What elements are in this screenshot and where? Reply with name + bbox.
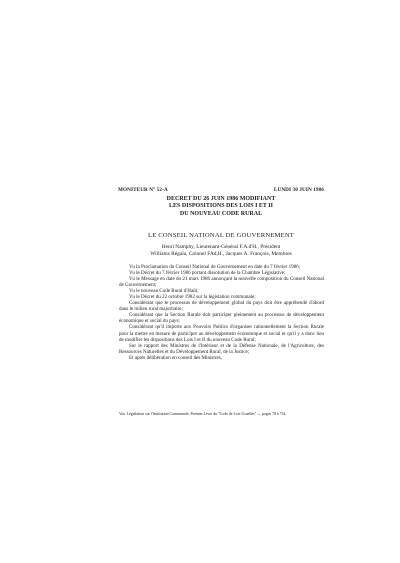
council-heading: LE CONSEIL NATIONAL DE GOUVERNEMENT (147, 232, 295, 239)
considerant-paragraph: Considérant que la Section Rurale doit participer pleinement au processus de développement économique et social du pays; (119, 312, 324, 325)
considerant-paragraph: Considérant que le processus de développement global du pays doit être appréhendé d'abord dans le milieu rural majoritaire; (119, 300, 324, 313)
considerant-paragraph: Vu la Proclamation du Conseil National de Gouvernement en date du 7 février 1986; (129, 264, 301, 270)
decree-title (118, 196, 324, 218)
members-line-2: Williams Régala, Colonel FAd,H., Jacques A. François, Membres (150, 250, 292, 257)
considerant-paragraph: Sur le rapport des Ministres de l'Intérieur et de la Défense Nationale, de l'Agriculture, des Ressources Naturelles et du Développement Rural, de la Justice; (119, 342, 324, 355)
members-line-1: Henri Namphy, Lieutenant-Général F.A.d'H., Président (161, 244, 281, 250)
decree-title-line-2: LES DISPOSITIONS DES LOIS I ET II (169, 203, 273, 210)
footnote: Voir Législation sur l'Institution Communale, Premier Livre du "Code de Lois Usuelles" — pages 78 à 734. (119, 412, 287, 416)
decree-title-line-3: DU NOUVEAU CODE RURAL (179, 210, 263, 217)
considerant-paragraph: Vu le Décret du 7 février 1986 portant dissolution de la Chambre Législative; (129, 270, 286, 277)
considerant-paragraph: Vu le Décret du 22 octobre 1982 sur la législation communale; (129, 294, 256, 301)
council-members (118, 244, 324, 257)
gazette-issue: MONITEUR N° 52-A (118, 187, 168, 193)
decree-body (119, 264, 324, 361)
considerant-paragraph: Considérant qu'il importe aux Pouvoirs Publics d'organiser rationnellement la Section Rurale pour la mettre en mesure de participer au développement économique et social et qu'il y a donc lieu de modifier les dispositions des Lois I et II du nouveau Code Rural; (119, 324, 324, 343)
considerant-paragraph: Et après délibération en conseil des Ministres, (129, 354, 222, 361)
considerant-paragraph: Vu le nouveau Code Rural d'Haïti; (129, 288, 199, 295)
decree-title-line-1: DECRET DU 26 JUIN 1986 MODIFIANT (166, 196, 276, 202)
considerant-paragraph: Vu le Message en date du 21 mars 1986 annonçant la nouvelle composition du Conseil National de Gouvernement; (119, 276, 324, 289)
gazette-date: LUNDI 30 JUIN 1986 (273, 187, 324, 193)
